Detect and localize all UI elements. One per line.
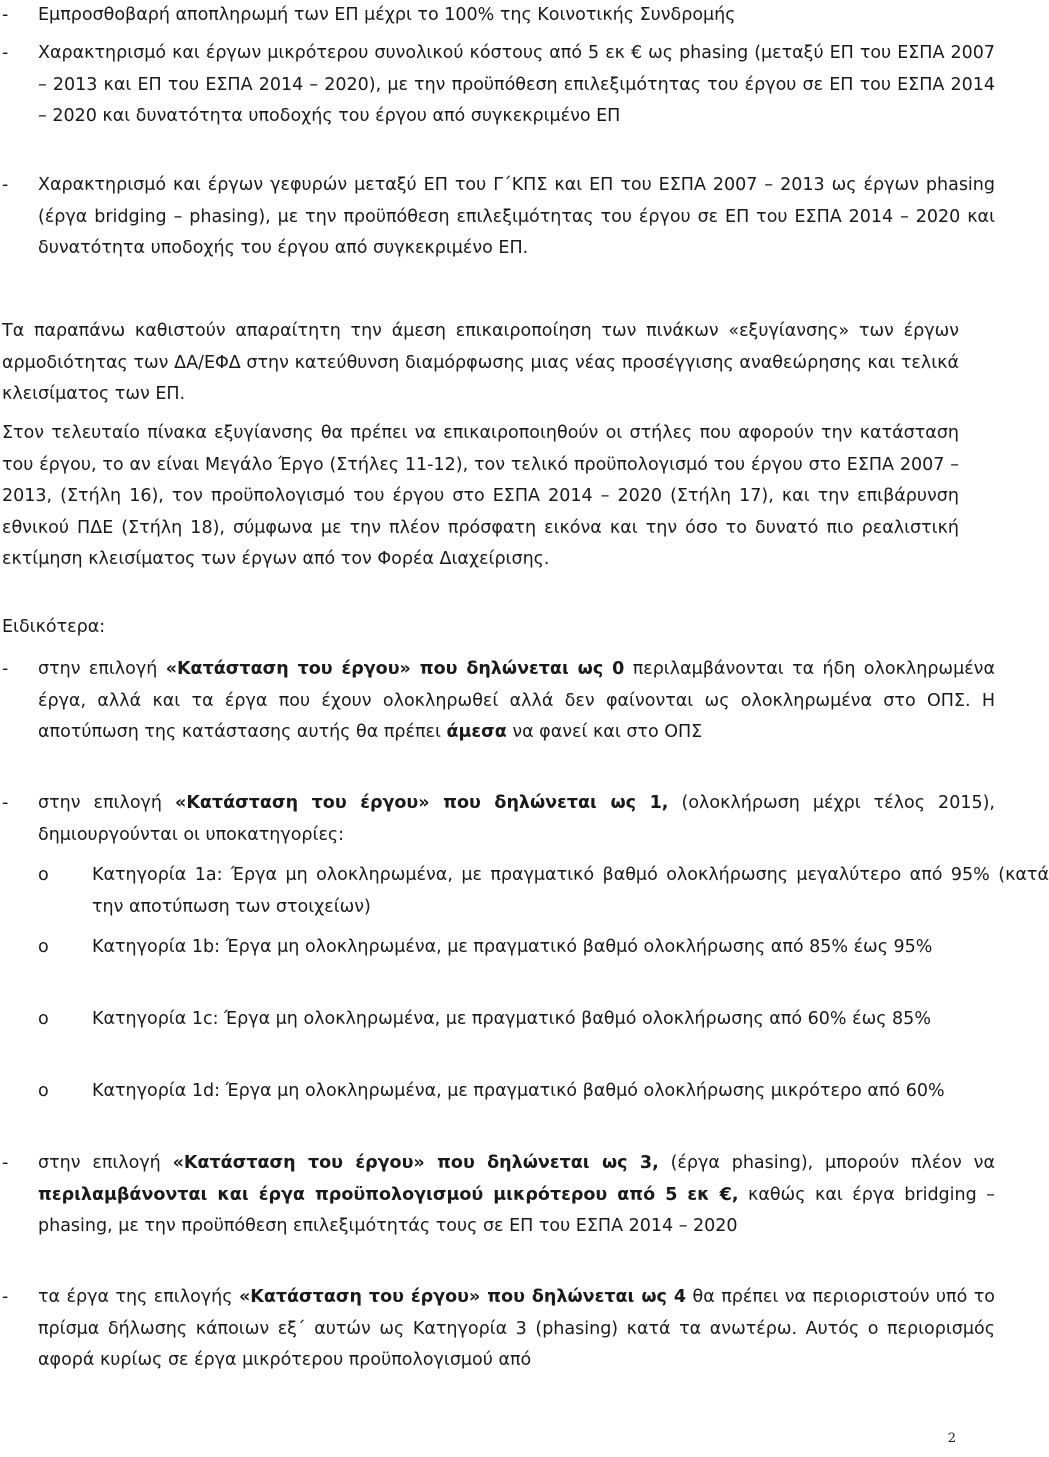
list-item [0, 170, 995, 265]
text-run: τα έργα της επιλογής [38, 1287, 239, 1307]
sub-list-item [0, 860, 1049, 923]
bullet-marker: o [38, 1081, 49, 1101]
sub-list-item [0, 932, 1049, 964]
bold-run: «Κατάσταση του έργου» που δηλώνεται ως 1, [175, 793, 669, 813]
bullet-marker: o [38, 1009, 49, 1029]
page-number: 2 [947, 1431, 956, 1446]
dash-marker: - [2, 43, 9, 63]
bold-run: «Κατάσταση του έργου» που δηλώνεται ως 0 [165, 659, 625, 679]
section-heading: Ειδικότερα: [2, 617, 106, 637]
item-text: Κατηγορία 1d: Έργα μη ολοκληρωμένα, με πραγματικό βαθμό ολοκλήρωσης μικρότερο από 60% [92, 1081, 945, 1101]
text-run: στην επιλογή [38, 1153, 173, 1173]
paragraph: Τα παραπάνω καθιστούν απαραίτητη την άμεση επικαιροποίηση των πινάκων «εξυγίανσης» των έργων αρμοδιότητας των ΔΑ/ΕΦΔ στην κατεύθυνση διαμόρφωσης μιας νέας προσέγγισης αναθεώρησης και τελικά κλεισίματος των ΕΠ. [2, 321, 959, 404]
bold-run: περιλαμβάνονται και έργα προϋπολογισμού μικρότερου από 5 εκ €, [38, 1184, 739, 1205]
dash-marker: - [2, 659, 9, 679]
list-item [0, 1148, 995, 1243]
dash-marker: - [2, 793, 9, 813]
dash-marker: - [2, 1153, 9, 1173]
list-item [0, 788, 995, 851]
item-text: Κατηγορία 1c: Έργα μη ολοκληρωμένα, με πραγματικό βαθμό ολοκλήρωσης από 60% έως 85% [92, 1009, 931, 1029]
item-text: Χαρακτηρισμό και έργων μικρότερου συνολικού κόστους από 5 εκ € ως phasing (μεταξύ ΕΠ του ΕΣΠΑ 2007 – 2013 και ΕΠ του ΕΣΠΑ 2014 – 2020), με την προϋπόθεση επιλεξιμότητας του έργου σε ΕΠ του ΕΣΠΑ 2014 – 2020 και δυνατότητα υποδοχής του έργου από συγκεκριμένο ΕΠ [38, 43, 995, 126]
list-item [0, 0, 995, 32]
list-item [0, 654, 995, 749]
paragraph: Στον τελευταίο πίνακα εξυγίανσης θα πρέπει να επικαιροποιηθούν οι στήλες που αφορούν την κατάσταση του έργου, το αν είναι Μεγάλο Έργο (Στήλες 11-12), τον τελικό προϋπολογισμό του έργου στο ΕΣΠΑ 2007 – 2013, (Στήλη 16), τον προϋπολογισμό του έργου στο ΕΣΠΑ 2014 – 2020 (Στήλη 17), και την επιβάρυνση εθνικού ΠΔΕ (Στήλη 18), σύμφωνα με την πλέον πρόσφατη εικόνα και την όσο το δυνατό πιο ρεαλιστική εκτίμηση κλεισίματος των έργων από τον Φορέα Διαχείρισης. [2, 423, 959, 569]
item-text: Χαρακτηρισμό και έργων γεφυρών μεταξύ ΕΠ του Γ΄ΚΠΣ και ΕΠ του ΕΣΠΑ 2007 – 2013 ως έργων phasing (έργα bridging – phasing), με την προϋπόθεση επιλεξιμότητας του έργου σε ΕΠ του ΕΣΠΑ 2014 – 2020 και δυνατότητα υποδοχής του έργου από συγκεκριμένο ΕΠ. [38, 175, 995, 258]
sub-list-item [0, 1004, 1049, 1036]
dash-marker: - [2, 1287, 9, 1307]
text-run: (ολοκλήρωση μέχρι τέλος 2015), δημιουργούνται οι υποκατηγορίες: [38, 793, 995, 845]
text-run: περιλαμβάνονται τα ήδη ολοκληρωμένα έργα, αλλά και τα έργα που έχουν ολοκληρωθεί αλλά δεν φαίνονται ως ολοκληρωμένα στο ΟΠΣ. Η αποτύπωση της κατάστασης αυτής θα πρέπει [38, 659, 995, 742]
bold-run: «Κατάσταση του έργου» που δηλώνεται ως 4 [238, 1287, 687, 1307]
list-item [0, 38, 995, 133]
text-run: θα πρέπει να περιοριστούν υπό το πρίσμα δήλωσης κάποιων εξ΄ αυτών ως Κατηγορία 3 (phasing) κατά τα ανωτέρω. Αυτός ο περιορισμός αφορά κυρίως σε έργα μικρότερου προϋπολογισμού από [38, 1287, 995, 1370]
bullet-marker: o [38, 865, 49, 885]
dash-marker: - [2, 5, 9, 25]
text-run: στην επιλογή [38, 659, 166, 679]
bullet-marker: o [38, 937, 49, 957]
text-run: (έργα phasing), μπορούν πλέον να [658, 1153, 995, 1173]
text-run: να φανεί και στο ΟΠΣ [506, 722, 703, 742]
list-item [0, 1282, 995, 1377]
item-text: Κατηγορία 1a: Έργα μη ολοκληρωμένα, με πραγματικό βαθμό ολοκλήρωσης μεγαλύτερο από 95% (κατά την αποτύπωση των στοιχείων) [92, 865, 1049, 917]
bold-run: «Κατάσταση του έργου» που δηλώνεται ως 3, [172, 1153, 659, 1173]
sub-list-item [0, 1076, 1049, 1108]
text-run: καθώς και έργα bridging – phasing, με την προϋπόθεση επιλεξιμότητάς τους σε ΕΠ του ΕΣΠΑ 2014 – 2020 [38, 1184, 995, 1236]
item-text: Κατηγορία 1b: Έργα μη ολοκληρωμένα, με πραγματικό βαθμό ολοκλήρωσης από 85% έως 95% [92, 937, 933, 957]
text-run: στην επιλογή [38, 793, 176, 813]
dash-marker: - [2, 175, 9, 195]
bold-run: άμεσα [446, 722, 507, 742]
item-text: Εμπροσθοβαρή αποπληρωμή των ΕΠ μέχρι το 100% της Κοινοτικής Συνδρομής [38, 5, 736, 25]
